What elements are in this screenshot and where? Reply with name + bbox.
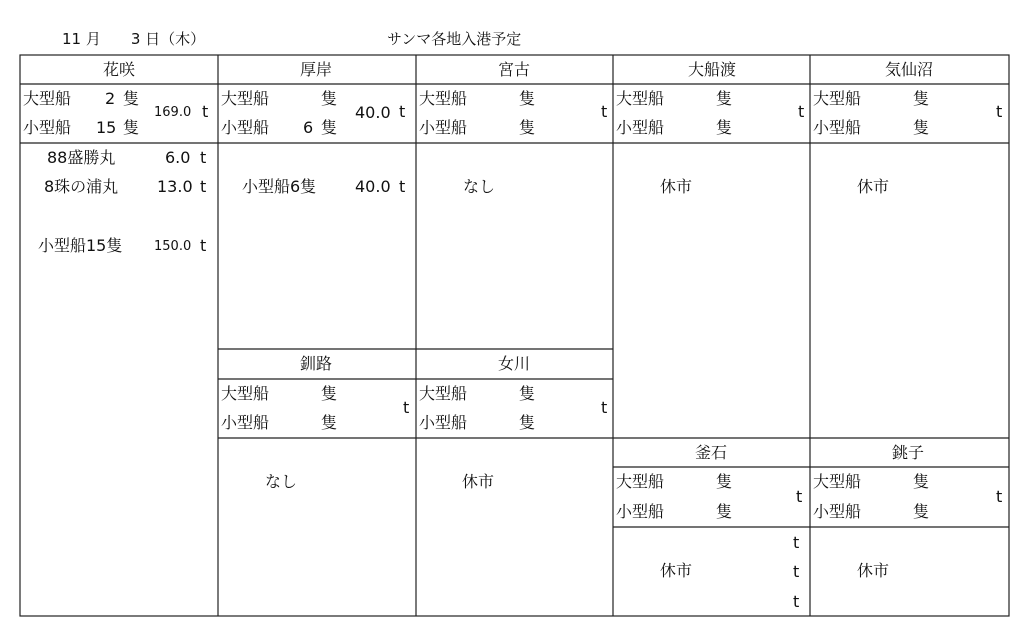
large-ship-label: 大型船 [419,384,468,403]
ton-unit: t [796,487,803,506]
small-ship-unit: 隻 [123,118,140,137]
large-ship-label: 大型船 [813,472,862,491]
port-name-onagawa: 女川 [498,354,531,373]
small-ship-label: 小型船 [419,118,468,137]
large-ship-unit: 隻 [716,472,733,491]
ton-unit: t [996,102,1003,121]
status-text: 休市 [660,177,693,196]
ton-unit: t [793,533,800,552]
small-ship-count: 15 [96,118,117,137]
large-ship-label: 大型船 [616,89,665,108]
ton-unit: t [200,177,207,196]
total-amount: 40.0 [355,103,391,122]
ton-unit: t [601,102,608,121]
ship-amount: 150.0 [154,239,192,254]
small-ship-count: 6 [303,118,314,137]
small-ship-unit: 隻 [716,118,733,137]
total-amount: 169.0 [154,105,192,120]
small-ship-unit: 隻 [913,502,930,521]
port-name-kushiro: 釧路 [300,354,333,373]
report-date: 11 月 3 日（木） [62,30,206,48]
large-ship-label: 大型船 [419,89,468,108]
port-name-miyako: 宮古 [498,60,531,79]
large-ship-label: 大型船 [221,384,270,403]
small-ship-unit: 隻 [913,118,930,137]
small-ship-unit: 隻 [519,118,536,137]
large-ship-label: 大型船 [616,472,665,491]
large-ship-unit: 隻 [913,472,930,491]
status-text: 休市 [660,561,693,580]
status-text: なし [265,472,298,491]
status-text: 休市 [857,177,890,196]
page-title: サンマ各地入港予定 [387,30,522,48]
ship-name: 小型船6隻 [242,177,317,196]
small-ship-label: 小型船 [221,118,270,137]
large-ship-unit: 隻 [716,89,733,108]
small-ship-label: 小型船 [616,502,665,521]
status-text: 休市 [462,472,495,491]
ship-name: 88盛勝丸 [47,148,116,167]
small-ship-label: 小型船 [221,413,270,432]
large-ship-unit: 隻 [519,89,536,108]
large-ship-label: 大型船 [813,89,862,108]
ton-unit: t [202,102,209,121]
ton-unit: t [200,236,207,255]
ton-unit: t [601,398,608,417]
small-ship-unit: 隻 [321,118,338,137]
small-ship-label: 小型船 [616,118,665,137]
ton-unit: t [399,102,406,121]
ton-unit: t [399,177,406,196]
large-ship-label: 大型船 [221,89,270,108]
port-name-hanasaki: 花咲 [103,60,136,79]
ton-unit: t [200,148,207,167]
ton-unit: t [793,562,800,581]
small-ship-label: 小型船 [813,118,862,137]
port-name-kesennuma: 気仙沼 [885,60,934,79]
port-name-choshi: 銚子 [892,443,925,462]
small-ship-label: 小型船 [23,118,72,137]
small-ship-unit: 隻 [519,413,536,432]
ton-unit: t [996,487,1003,506]
ship-name: 小型船15隻 [38,236,123,255]
large-ship-unit: 隻 [913,89,930,108]
small-ship-unit: 隻 [321,413,338,432]
small-ship-label: 小型船 [813,502,862,521]
port-name-ofunato: 大船渡 [688,60,737,79]
small-ship-unit: 隻 [716,502,733,521]
status-text: なし [463,177,496,196]
large-ship-unit: 隻 [519,384,536,403]
port-name-akkeshi: 厚岸 [300,60,333,79]
ton-unit: t [403,398,410,417]
ship-name: 8珠の浦丸 [44,177,119,196]
ship-amount: 6.0 [165,148,191,167]
ton-unit: t [798,102,805,121]
port-name-kamaishi: 釜石 [695,443,728,462]
small-ship-label: 小型船 [419,413,468,432]
large-ship-unit: 隻 [123,89,140,108]
status-text: 休市 [857,561,890,580]
ton-unit: t [793,592,800,611]
large-ship-label: 大型船 [23,89,72,108]
ship-amount: 40.0 [355,177,391,196]
large-ship-unit: 隻 [321,89,338,108]
ship-amount: 13.0 [157,177,193,196]
large-ship-count: 2 [105,89,116,108]
large-ship-unit: 隻 [321,384,338,403]
